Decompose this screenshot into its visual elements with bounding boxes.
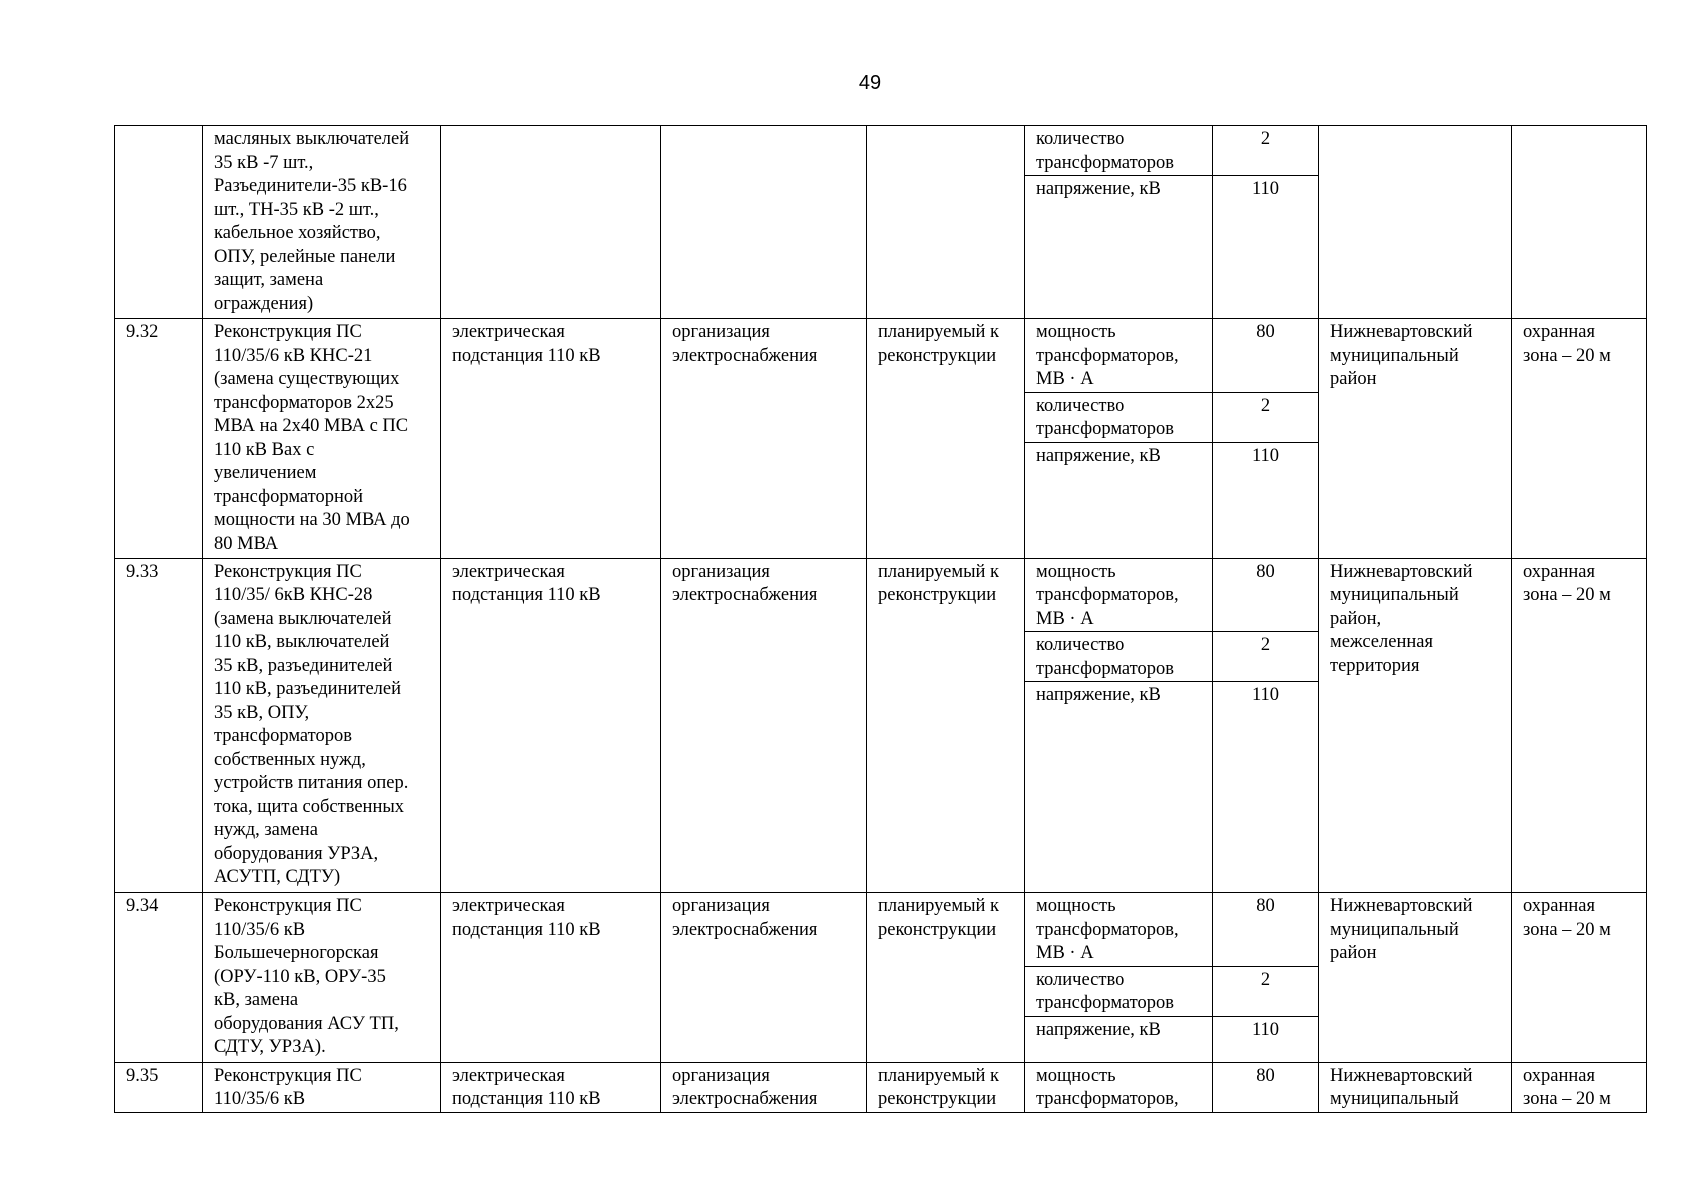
row-number-cell: 9.33	[115, 558, 203, 893]
page-number: 49	[858, 72, 882, 94]
characteristic-value: 2	[1213, 966, 1319, 1016]
location-cell: Нижневартовский муниципальный район	[1319, 893, 1512, 1063]
characteristic-label: мощность трансформаторов,	[1025, 1062, 1213, 1112]
object-name-cell: масляных выключателей 35 кВ -7 шт., Разъединители-35 кВ-16 шт., ТН-35 кВ -2 шт., кабельное хозяйство, ОПУ, релейные панели защит, замена ограждения)	[203, 126, 441, 319]
characteristic-value: 2	[1213, 392, 1319, 442]
object-purpose-cell: организация электроснабжения	[661, 558, 867, 893]
location-cell: Нижневартовский муниципальный район, межселенная территория	[1319, 558, 1512, 893]
characteristic-value: 2	[1213, 126, 1319, 176]
characteristic-value: 80	[1213, 558, 1319, 632]
object-name-cell: Реконструкция ПС 110/35/6 кВ КНС-21 (замена существующих трансформаторов 2х25 МВА на 2х40 МВА с ПС 110 кВ Вах с увеличением трансформаторной мощности на 30 МВА до 80 МВА	[203, 319, 441, 559]
object-name-cell: Реконструкция ПС 110/35/6 кВ Большечерногорская (ОРУ-110 кВ, ОРУ-35 кВ, замена оборудования АСУ ТП, СДТУ, УРЗА).	[203, 893, 441, 1063]
object-type-cell: электрическая подстанция 110 кВ	[441, 893, 661, 1063]
object-status-cell: планируемый к реконструкции	[867, 1062, 1025, 1112]
characteristic-label: количество трансформаторов	[1025, 392, 1213, 442]
object-status-cell	[867, 126, 1025, 319]
characteristic-value: 110	[1213, 682, 1319, 893]
table-row	[115, 126, 1647, 176]
object-purpose-cell	[661, 126, 867, 319]
characteristic-value: 110	[1213, 1016, 1319, 1062]
table-row	[115, 893, 1647, 967]
characteristic-value: 80	[1213, 893, 1319, 967]
protection-zone-cell: охранная зона – 20 м	[1512, 893, 1647, 1063]
object-purpose-cell: организация электроснабжения	[661, 893, 867, 1063]
object-type-cell: электрическая подстанция 110 кВ	[441, 319, 661, 559]
object-name-cell: Реконструкция ПС 110/35/ 6кВ КНС-28 (замена выключателей 110 кВ, выключателей 35 кВ, разъединителей 110 кВ, разъединителей 35 кВ, ОПУ, трансформаторов собственных нужд, устройств питания опер. тока, щита собственных нужд, замена оборудования УРЗА, АСУТП, СДТУ)	[203, 558, 441, 893]
characteristic-label: количество трансформаторов	[1025, 126, 1213, 176]
object-type-cell: электрическая подстанция 110 кВ	[441, 1062, 661, 1112]
row-number-cell: 9.34	[115, 893, 203, 1063]
characteristic-label: мощность трансформаторов, МВ · А	[1025, 893, 1213, 967]
row-number-cell: 9.35	[115, 1062, 203, 1112]
protection-zone-cell: охранная зона – 20 м	[1512, 558, 1647, 893]
object-type-cell	[441, 126, 661, 319]
object-status-cell: планируемый к реконструкции	[867, 558, 1025, 893]
protection-zone-cell: охранная зона – 20 м	[1512, 1062, 1647, 1112]
protection-zone-cell	[1512, 126, 1647, 319]
location-cell: Нижневартовский муниципальный район	[1319, 319, 1512, 559]
characteristic-value: 80	[1213, 1062, 1319, 1112]
characteristic-label: напряжение, кВ	[1025, 682, 1213, 893]
protection-zone-cell: охранная зона – 20 м	[1512, 319, 1647, 559]
location-cell	[1319, 126, 1512, 319]
characteristic-value: 110	[1213, 442, 1319, 558]
object-purpose-cell: организация электроснабжения	[661, 319, 867, 559]
table-row	[115, 1062, 1647, 1112]
object-type-cell: электрическая подстанция 110 кВ	[441, 558, 661, 893]
location-cell: Нижневартовский муниципальный	[1319, 1062, 1512, 1112]
characteristic-value: 110	[1213, 176, 1319, 319]
characteristic-label: мощность трансформаторов, МВ · А	[1025, 558, 1213, 632]
characteristic-label: напряжение, кВ	[1025, 1016, 1213, 1062]
objects-table	[114, 125, 1647, 1113]
row-number-cell	[115, 126, 203, 319]
characteristic-label: количество трансформаторов	[1025, 632, 1213, 682]
object-status-cell: планируемый к реконструкции	[867, 319, 1025, 559]
object-purpose-cell: организация электроснабжения	[661, 1062, 867, 1112]
object-status-cell: планируемый к реконструкции	[867, 893, 1025, 1063]
characteristic-label: напряжение, кВ	[1025, 442, 1213, 558]
characteristic-label: количество трансформаторов	[1025, 966, 1213, 1016]
table-body	[115, 126, 1647, 1113]
object-name-cell: Реконструкция ПС 110/35/6 кВ	[203, 1062, 441, 1112]
row-number-cell: 9.32	[115, 319, 203, 559]
characteristic-value: 80	[1213, 319, 1319, 393]
table-row	[115, 558, 1647, 632]
characteristic-value: 2	[1213, 632, 1319, 682]
table-row	[115, 319, 1647, 393]
characteristic-label: мощность трансформаторов, МВ · А	[1025, 319, 1213, 393]
characteristic-label: напряжение, кВ	[1025, 176, 1213, 319]
